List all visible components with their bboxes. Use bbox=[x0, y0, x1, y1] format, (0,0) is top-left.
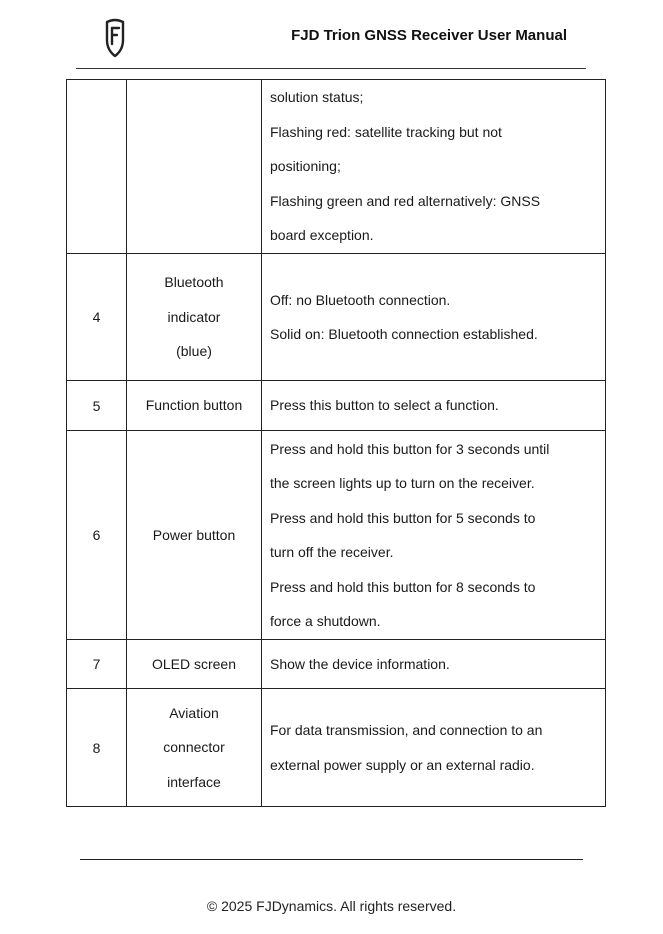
spec-table bbox=[66, 79, 606, 807]
description-line: Press and hold this button for 3 seconds until bbox=[270, 440, 550, 457]
table-row bbox=[67, 80, 606, 254]
row-number: 5 bbox=[67, 381, 127, 431]
name-line: Aviation bbox=[169, 704, 219, 721]
table-row bbox=[67, 381, 606, 431]
description-line: Solid on: Bluetooth connection established. bbox=[270, 326, 538, 342]
row-number bbox=[67, 80, 127, 254]
name-line: Power button bbox=[152, 526, 236, 543]
table-row bbox=[67, 689, 606, 807]
row-number: 7 bbox=[67, 640, 127, 689]
fjd-logo-icon bbox=[104, 18, 126, 58]
name-line: Function button bbox=[145, 397, 243, 414]
table-row bbox=[67, 254, 606, 381]
description-line: force a shutdown. bbox=[270, 613, 381, 629]
description-line: Flashing red: satellite tracking but not bbox=[270, 123, 502, 140]
item-description bbox=[262, 381, 606, 431]
description-line: Flashing green and red alternatively: GNSS bbox=[270, 192, 541, 209]
footer-divider bbox=[80, 859, 583, 860]
item-description bbox=[262, 254, 606, 381]
item-name bbox=[127, 80, 262, 254]
item-name bbox=[127, 689, 262, 807]
description-line: board exception. bbox=[270, 227, 374, 244]
description-line: external power supply or an external radio. bbox=[270, 756, 535, 773]
name-line: OLED screen bbox=[151, 655, 237, 672]
name-line: interface bbox=[167, 773, 221, 790]
description-line: positioning; bbox=[270, 158, 341, 175]
description-line: turn off the receiver. bbox=[270, 544, 394, 560]
name-line: connector bbox=[163, 739, 225, 756]
row-number: 8 bbox=[67, 689, 127, 807]
table-row bbox=[67, 640, 606, 689]
header-divider bbox=[76, 68, 586, 69]
description-line: solution status; bbox=[270, 89, 364, 106]
description-line: Press this button to select a function. bbox=[270, 397, 499, 414]
description-line: For data transmission, and connection to an bbox=[270, 722, 543, 738]
document-title: FJD Trion GNSS Receiver User Manual bbox=[291, 27, 567, 44]
name-line: indicator bbox=[167, 308, 221, 325]
description-line: Press and hold this button for 5 seconds to bbox=[270, 509, 536, 526]
row-number: 6 bbox=[67, 431, 127, 640]
copyright-notice: © 2025 FJDynamics. All rights reserved. bbox=[206, 898, 457, 914]
row-number: 4 bbox=[67, 254, 127, 381]
item-description bbox=[262, 431, 606, 640]
name-line: Bluetooth bbox=[164, 274, 224, 291]
item-name bbox=[127, 431, 262, 640]
name-line: (blue) bbox=[176, 343, 212, 360]
item-name bbox=[127, 381, 262, 431]
item-description bbox=[262, 689, 606, 807]
item-description bbox=[262, 640, 606, 689]
table-row bbox=[67, 431, 606, 640]
description-line: Press and hold this button for 8 seconds to bbox=[270, 578, 536, 595]
description-line: the screen lights up to turn on the receiver. bbox=[270, 475, 535, 491]
description-line: Show the device information. bbox=[270, 655, 450, 672]
item-description bbox=[262, 80, 606, 254]
item-name bbox=[127, 640, 262, 689]
item-name bbox=[127, 254, 262, 381]
description-line: Off: no Bluetooth connection. bbox=[270, 291, 451, 308]
